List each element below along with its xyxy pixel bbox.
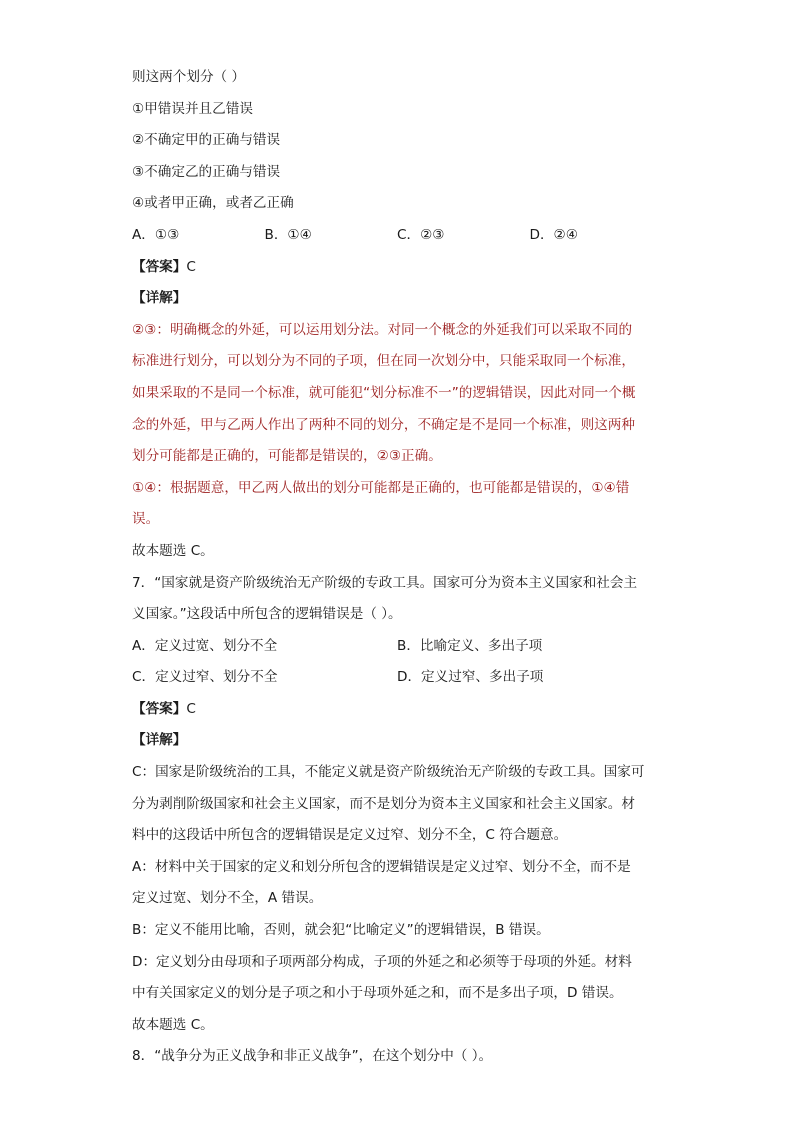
document-page	[132, 62, 662, 1073]
q6-item-3: ③不确定乙的正确与错误	[132, 163, 281, 180]
q6-stem: 则这两个划分（ ）	[132, 69, 246, 85]
q6-options	[132, 220, 662, 252]
q6-conclusion: 故本题选 C。	[132, 542, 214, 559]
q6-answer	[132, 252, 662, 284]
q7-detail-line: 中有关国家定义的划分是子项之和小于母项外延之和，而不是多出子项，D 错误。	[132, 985, 623, 1002]
q7-detail-line: D：定义划分由母项和子项两部分构成，子项的外延之和必须等于母项的外延。材料	[132, 953, 632, 970]
q7-detail-line: B：定义不能用比喻，否则，就会犯“比喻定义”的逻辑错误，B 错误。	[132, 922, 550, 939]
q6-detail-red-line: ①④：根据题意，甲乙两人做出的划分可能都是正确的，也可能都是错误的，①④错	[132, 479, 630, 496]
q6-detail-red-line: 标准进行划分，可以划分为不同的子项，但在同一次划分中，只能采取同一个标准，	[132, 353, 635, 370]
q6-item-4: ④或者甲正确，或者乙正确	[132, 195, 294, 212]
q6-item-1: ①甲错误并且乙错误	[132, 100, 253, 117]
q7-option-a: A．定义过宽、划分不全	[132, 637, 278, 654]
q6-detail-label: 【详解】	[132, 290, 187, 307]
q7-answer	[132, 694, 662, 726]
q7-stem-line: 义国家。”这段话中所包含的逻辑错误是（ ）。	[132, 606, 402, 623]
q7-option-b: B．比喻定义、多出子项	[397, 637, 543, 654]
q7-option-c: C．定义过窄、划分不全	[132, 669, 278, 686]
q7-answer-label: 【答案】	[132, 700, 187, 717]
q7-detail-label: 【详解】	[132, 732, 187, 749]
q6-answer-value: C	[186, 258, 196, 275]
q7-option-d: D．定义过窄、多出子项	[397, 669, 544, 686]
q6-detail-red-line: 划分可能都是正确的，可能都是错误的，②③正确。	[132, 448, 442, 465]
q6-detail-red-line: ②③：明确概念的外延，可以运用划分法。对同一个概念的外延我们可以采取不同的	[132, 321, 633, 338]
q6-item-2: ②不确定甲的正确与错误	[132, 132, 281, 149]
q7-options-row	[132, 631, 662, 663]
q7-detail-line: C：国家是阶级统治的工具，不能定义就是资产阶级统治无产阶级的专政工具。国家可	[132, 764, 645, 781]
q6-option-c: C．②③	[397, 226, 445, 243]
q6-option-a: A．①③	[132, 226, 180, 243]
q7-stem-line: 7．“国家就是资产阶级统治无产阶级的专政工具。国家可分为资本主义国家和社会主	[132, 574, 638, 591]
q7-detail-line: 料中的这段话中所包含的逻辑错误是定义过窄、划分不全，C 符合题意。	[132, 827, 568, 844]
q7-detail-line: 定义过宽、划分不全，A 错误。	[132, 890, 323, 907]
q6-detail-red-line: 误。	[132, 511, 160, 528]
q7-detail-line: 分为剥削阶级国家和社会主义国家，而不是划分为资本主义国家和社会主义国家。材	[132, 795, 635, 812]
q6-detail-red-line: 如果采取的不是同一个标准，就可能犯“划分标准不一”的逻辑错误，因此对同一个概	[132, 384, 636, 401]
q7-conclusion: 故本题选 C。	[132, 1016, 214, 1033]
q7-detail-line: A：材料中关于国家的定义和划分所包含的逻辑错误是定义过窄、划分不全，而不是	[132, 858, 631, 875]
q6-option-d: D．②④	[529, 226, 578, 243]
q6-option-b: B．①④	[264, 226, 312, 243]
q7-answer-value: C	[186, 700, 196, 717]
q6-detail-red-line: 念的外延，甲与乙两人作出了两种不同的划分，不确定是不是同一个标准，则这两种	[132, 416, 635, 433]
q7-options-row	[132, 662, 662, 694]
q8-stem: 8．“战争分为正义战争和非正义战争”，在这个划分中（ ）。	[132, 1048, 493, 1065]
q6-answer-label: 【答案】	[132, 258, 187, 275]
